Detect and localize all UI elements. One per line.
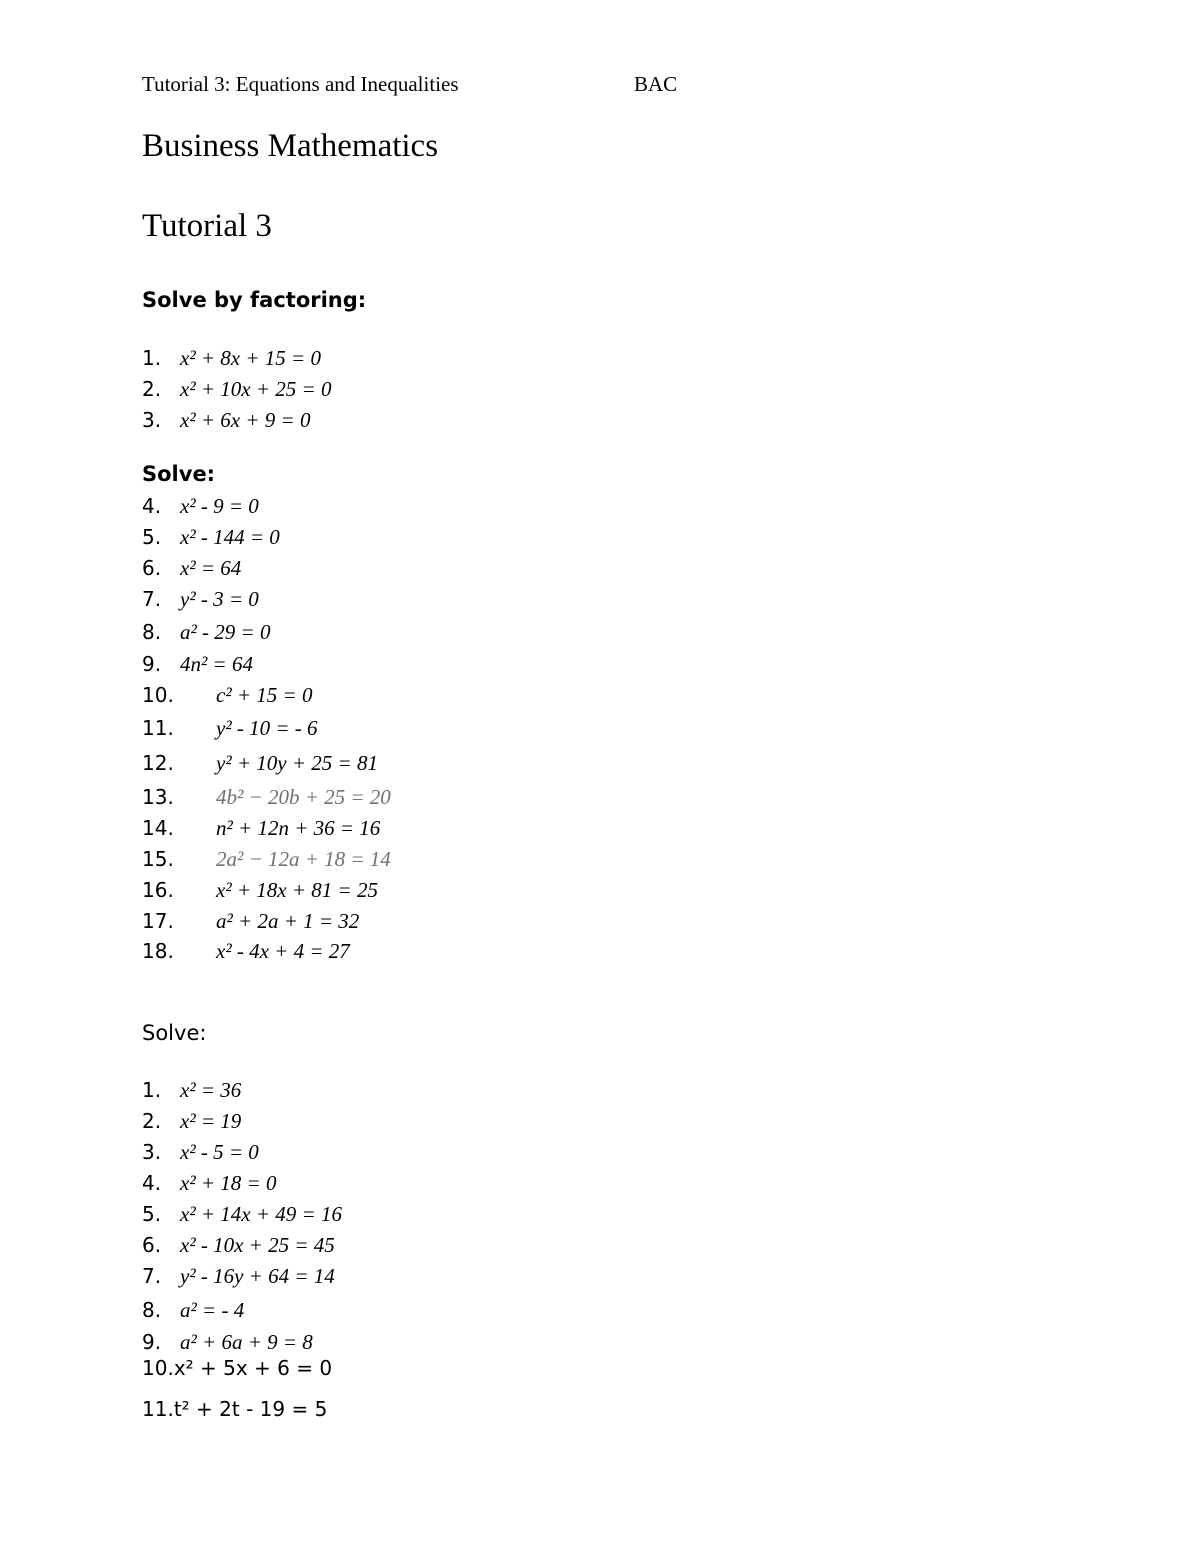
- item-equation: x² + 14x + 49 = 16: [180, 1202, 342, 1226]
- header-title: Tutorial 3: Equations and Inequalities: [142, 72, 459, 96]
- item-number: 18.: [142, 939, 174, 963]
- item-number: 9.: [142, 652, 162, 676]
- item-number: 1.: [142, 346, 162, 370]
- item-number: 5.: [142, 525, 162, 549]
- list-item: [142, 716, 318, 746]
- item-equation: a² + 6a + 9 = 8: [180, 1330, 313, 1354]
- item-equation: y² - 10 = - 6: [216, 716, 318, 740]
- item-number: 11.: [142, 716, 174, 740]
- list-item: [142, 408, 310, 438]
- list-item: [142, 939, 350, 969]
- item-equation: c² + 15 = 0: [216, 683, 313, 707]
- item-equation: x² + 5x + 6 = 0: [173, 1356, 333, 1380]
- section-heading-factoring: Solve by factoring:: [142, 288, 367, 312]
- list-item: [142, 1264, 335, 1294]
- list-item: [142, 816, 380, 846]
- list-item: [142, 1233, 335, 1263]
- item-equation: y² + 10y + 25 = 81: [216, 751, 378, 775]
- list-item: [142, 377, 331, 407]
- item-number: 8.: [142, 1298, 162, 1322]
- item-number: 2.: [142, 377, 162, 401]
- item-equation: x² - 10x + 25 = 45: [180, 1233, 335, 1257]
- item-number: 6.: [142, 556, 162, 580]
- list-item: [142, 751, 378, 781]
- list-item: [142, 1140, 259, 1170]
- item-equation: 2a² − 12a + 18 = 14: [216, 847, 391, 871]
- list-item: [142, 785, 391, 815]
- list-item: [142, 1078, 241, 1108]
- list-item: [142, 346, 321, 376]
- section-heading-solve: Solve:: [142, 462, 216, 486]
- item-equation: x² + 18 = 0: [180, 1171, 277, 1195]
- list-item: [142, 652, 253, 682]
- item-number: 5.: [142, 1202, 162, 1226]
- item-number: 3.: [142, 1140, 162, 1164]
- item-number: 11.: [142, 1397, 174, 1421]
- item-number: 10.: [142, 1356, 174, 1380]
- item-equation: y² - 3 = 0: [180, 587, 259, 611]
- item-number: 1.: [142, 1078, 162, 1102]
- item-equation: x² = 19: [180, 1109, 242, 1133]
- item-equation: a² = - 4: [180, 1298, 245, 1322]
- item-equation: a² - 29 = 0: [180, 620, 271, 644]
- item-number: 7.: [142, 587, 162, 611]
- item-equation: a² + 2a + 1 = 32: [216, 909, 360, 933]
- item-equation: x² + 18x + 81 = 25: [216, 878, 378, 902]
- list-item: [142, 1171, 276, 1201]
- item-number: 3.: [142, 408, 162, 432]
- item-equation: x² + 6x + 9 = 0: [180, 408, 311, 432]
- list-item: [142, 525, 280, 555]
- item-number: 6.: [142, 1233, 162, 1257]
- item-number: 17.: [142, 909, 174, 933]
- list-item: [142, 683, 312, 713]
- item-number: 16.: [142, 878, 174, 902]
- item-number: 13.: [142, 785, 174, 809]
- document-subtitle: Tutorial 3: [142, 208, 272, 244]
- list-item: [142, 494, 259, 524]
- list-item: [142, 847, 391, 877]
- list-item: [142, 909, 359, 939]
- section-heading-solve-2: Solve:: [142, 1021, 207, 1045]
- item-equation: x² - 9 = 0: [180, 494, 259, 518]
- item-number: 12.: [142, 751, 174, 775]
- item-equation: x² + 10x + 25 = 0: [180, 377, 332, 401]
- item-equation: x² = 36: [180, 1078, 242, 1102]
- list-item: [142, 1356, 332, 1386]
- item-number: 4.: [142, 494, 162, 518]
- item-number: 9.: [142, 1330, 162, 1354]
- item-number: 8.: [142, 620, 162, 644]
- item-number: 15.: [142, 847, 174, 871]
- page-header: [142, 72, 702, 102]
- list-item: [142, 556, 241, 586]
- item-equation: y² - 16y + 64 = 14: [180, 1264, 335, 1288]
- item-number: 7.: [142, 1264, 162, 1288]
- list-item: [142, 620, 270, 650]
- item-number: 4.: [142, 1171, 162, 1195]
- item-number: 2.: [142, 1109, 162, 1133]
- item-equation: x² - 4x + 4 = 27: [216, 939, 350, 963]
- item-equation: t² + 2t - 19 = 5: [173, 1397, 328, 1421]
- item-equation: x² - 144 = 0: [180, 525, 280, 549]
- list-item: [142, 587, 259, 617]
- item-number: 14.: [142, 816, 174, 840]
- list-item: [142, 1298, 244, 1328]
- header-code: BAC: [634, 72, 678, 96]
- document-title: Business Mathematics: [142, 128, 439, 164]
- list-item: [142, 878, 378, 908]
- item-equation: n² + 12n + 36 = 16: [216, 816, 381, 840]
- list-item: [142, 1397, 327, 1427]
- item-number: 10.: [142, 683, 174, 707]
- list-item: [142, 1109, 241, 1139]
- list-item: [142, 1202, 342, 1232]
- item-equation: x² - 5 = 0: [180, 1140, 259, 1164]
- item-equation: 4b² − 20b + 25 = 20: [216, 785, 391, 809]
- item-equation: x² + 8x + 15 = 0: [180, 346, 321, 370]
- item-equation: 4n² = 64: [180, 652, 253, 676]
- item-equation: x² = 64: [180, 556, 242, 580]
